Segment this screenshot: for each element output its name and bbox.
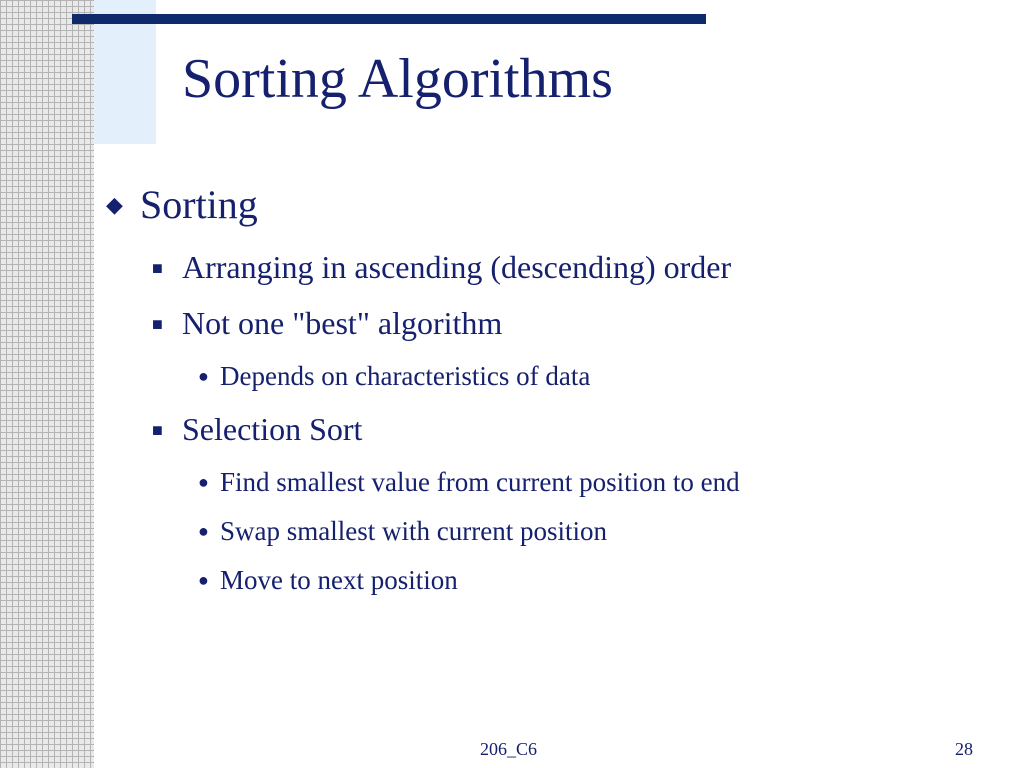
slide-title: Sorting Algorithms [182,48,613,110]
square-bullet-icon: ■ [152,314,163,334]
bullet-text: Sorting [140,182,258,227]
square-bullet-icon: ■ [152,420,163,440]
bullet-text: Selection Sort [182,411,363,447]
bullet-find-smallest [198,465,740,499]
bullet-not-one-best [152,303,502,344]
bullet-text: Find smallest value from current position to end [220,467,740,497]
bullet-depends [198,359,590,393]
bullet-text: Swap smallest with current position [220,516,607,546]
diamond-bullet-icon: ◆ [106,192,123,217]
bullet-text: Not one "best" algorithm [182,305,503,341]
dot-bullet-icon: ● [198,366,209,386]
decorative-grid-strip [0,0,94,768]
dot-bullet-icon: ● [198,521,209,541]
page-number: 28 [955,739,973,759]
footer-label: 206_C6 [480,739,538,759]
dot-bullet-icon: ● [198,570,209,590]
bullet-text: Depends on characteristics of data [220,361,591,391]
bullet-arranging [152,247,731,288]
dot-bullet-icon: ● [198,472,209,492]
bullet-swap-smallest [198,514,607,548]
square-bullet-icon: ■ [152,258,163,278]
bullet-text: Move to next position [220,565,458,595]
bullet-move-next [198,563,458,597]
bullet-selection-sort [152,409,362,450]
bullet-text: Arranging in ascending (descending) order [182,249,732,285]
title-accent-bar [72,14,706,24]
bullet-sorting [106,180,258,230]
